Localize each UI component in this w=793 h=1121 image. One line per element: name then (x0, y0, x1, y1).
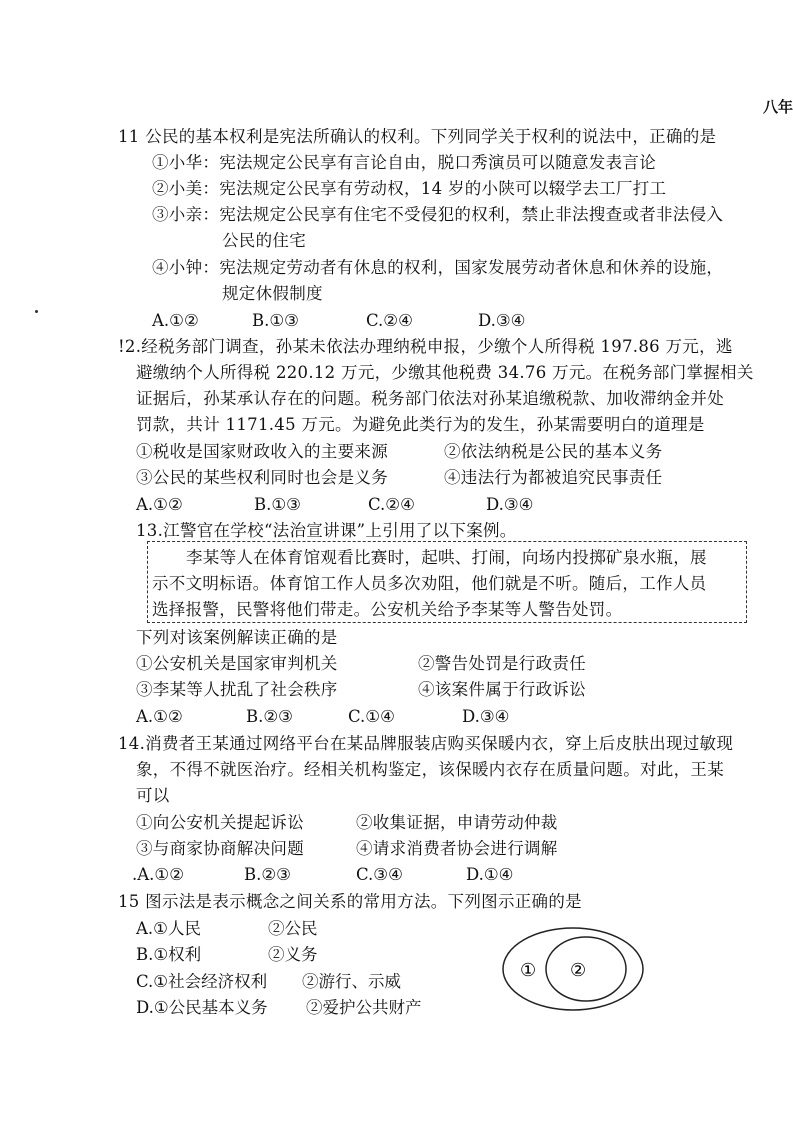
q15-option-c-label: C.①社会经济权利 (136, 972, 268, 991)
q11-option-c: C.②④ (366, 311, 413, 330)
q11-item-3: ③小亲：宪法规定公民享有住宅不受侵犯的权利，禁止非法搜查或者非法侵入 (152, 205, 724, 224)
q14-item-2: ②收集证据，申请劳动仲裁 (356, 813, 558, 832)
q12-option-a: A.①② (136, 495, 183, 514)
q13-case-line-3: 选择报警，民警将他们带走。公安机关给予李某等人警告处罚。 (152, 600, 623, 619)
q14-option-a: .A.①② (132, 865, 184, 884)
q11-option-b: B.①③ (252, 311, 299, 330)
q15-option-d-label: D.①公民基本义务 (136, 998, 268, 1017)
q11-item-2: ②小美：宪法规定公民享有劳动权，14 岁的小陕可以辍学去工厂打工 (152, 179, 667, 198)
q12-line-3: 证据后，孙某承认存在的问题。税务部门依法对孙某追缴税款、加收滞纳金并处 (136, 389, 724, 408)
q12-line-2: 避缴纳个人所得税 220.12 万元，少缴其他税费 34.76 万元。在税务部门掌握相关 (136, 363, 754, 382)
q13-item-3: ③李某等人扰乱了社会秩序 (136, 680, 338, 699)
q14-item-3: ③与商家协商解决问题 (136, 839, 304, 858)
q11-item-4-cont: 规定休假制度 (222, 284, 323, 303)
q14-item-4: ④请求消费者协会进行调解 (356, 839, 558, 858)
q14-line-1: 14.消费者王某通过网络平台在某品牌服装店购买保暖内衣，穿上后皮肤出现过敏现 (118, 734, 734, 753)
q11-item-1: ①小华：宪法规定公民享有言论自由，脱口秀演员可以随意发表言论 (152, 153, 656, 172)
q11-item-3-cont: 公民的住宅 (222, 231, 306, 250)
q15-option-c-second: ②游行、示威 (302, 972, 401, 991)
q13-question: 下列对该案例解读正确的是 (136, 628, 338, 647)
q14-line-3: 可以 (136, 786, 170, 805)
q15-option-b-second: ②义务 (268, 945, 318, 964)
q15-option-b-label: B.①权利 (136, 945, 202, 964)
q14-option-c: C.③④ (356, 865, 403, 884)
q13-option-a: A.①② (136, 707, 183, 726)
scan-speck (35, 310, 38, 313)
q12-item-4: ④违法行为都被追究民事责任 (444, 468, 663, 487)
q11-option-a: A.①② (152, 311, 199, 330)
q14-option-d: D.①④ (466, 865, 514, 884)
q14-option-b: B.②③ (244, 865, 291, 884)
q15-option-a-second: ②公民 (268, 919, 318, 938)
q15-venn-diagram (500, 925, 660, 1015)
q13-item-1: ①公安机关是国家审判机关 (136, 654, 338, 673)
q11-option-d: D.③④ (478, 311, 526, 330)
q15-option-d-second: ②爱护公共财产 (306, 998, 422, 1017)
q12-item-2: ②依法纳税是公民的基本义务 (444, 442, 663, 461)
q13-case-line-1: 李某等人在体育馆观看比赛时，起哄、打闹，向场内投掷矿泉水瓶，展 (186, 548, 707, 567)
q12-option-d: D.③④ (486, 495, 534, 514)
q14-line-2: 象，不得不就医治疗。经相关机构鉴定，该保暖内衣存在质量问题。对此，王某 (136, 760, 724, 779)
q12-option-b: B.①③ (254, 495, 301, 514)
q13-option-b: B.②③ (246, 707, 293, 726)
q12-line-1: !2.经税务部门调查，孙某未依法办理纳税申报，少缴个人所得税 197.86 万元，逃 (118, 337, 733, 356)
q12-line-4: 罚款，共计 1171.45 万元。为避免此类行为的发生，孙某需要明白的道理是 (136, 415, 705, 434)
q12-item-3: ③公民的某些权利同时也会是义务 (136, 468, 388, 487)
q15-stem: 15 图示法是表示概念之间关系的常用方法。下列图示正确的是 (118, 892, 582, 911)
q13-item-4: ④该案件属于行政诉讼 (418, 680, 586, 699)
q13-option-d: D.③④ (462, 707, 510, 726)
q13-case-line-2: 示不文明标语。体育馆工作人员多次劝阻，他们就是不听。随后，工作人员 (152, 574, 707, 593)
venn-outer-label: ① (520, 960, 537, 981)
venn-inner-label: ② (570, 960, 587, 981)
q13-option-c: C.①④ (348, 707, 395, 726)
q11-item-4: ④小钟：宪法规定劳动者有休息的权利，国家发展劳动者休息和休养的设施， (152, 258, 724, 277)
page-corner-label: 八年 (762, 98, 793, 116)
q12-option-c: C.②④ (368, 495, 415, 514)
q14-item-1: ①向公安机关提起诉讼 (136, 813, 304, 832)
q11-stem: 11 公民的基本权利是宪法所确认的权利。下列同学关于权利的说法中，正确的是 (118, 127, 717, 146)
q13-item-2: ②警告处罚是行政责任 (418, 654, 586, 673)
q12-item-1: ①税收是国家财政收入的主要来源 (136, 442, 388, 461)
q13-stem: 13.江警官在学校“法治宣讲课”上引用了以下案例。 (136, 521, 517, 540)
q15-option-a-label: A.①人民 (136, 919, 201, 938)
